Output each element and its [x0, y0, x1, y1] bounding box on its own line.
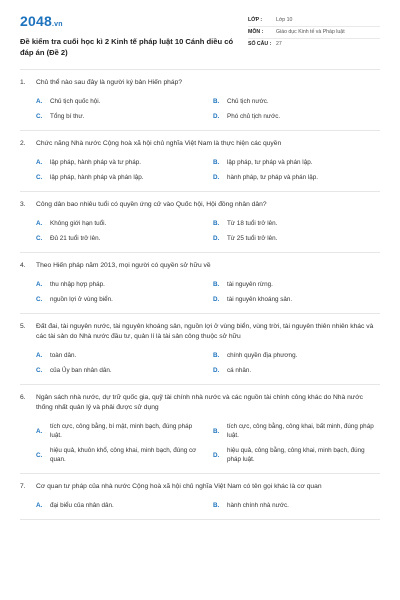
answer-option[interactable]: [36, 277, 203, 292]
option-text: Không giới hạn tuổi.: [50, 220, 107, 227]
meta-row-subject: [248, 27, 380, 39]
option-letter: B.: [213, 220, 220, 227]
question-text: [20, 139, 380, 149]
option-letter: B.: [213, 427, 220, 435]
option-text: hành pháp, tư pháp và phán lập.: [227, 174, 319, 181]
exam-header: [20, 0, 380, 70]
question-body: Chức năng Nhà nước Cộng hoà xã hội chủ nghĩa Việt Nam là thực hiện các quyền: [36, 140, 282, 147]
option-letter: B.: [213, 352, 220, 359]
answer-option[interactable]: [36, 498, 203, 513]
option-letter: D.: [213, 451, 220, 459]
option-letter: C.: [36, 174, 43, 181]
question-item: [20, 385, 380, 474]
question-text: [20, 261, 380, 271]
option-letter: D.: [213, 113, 220, 120]
question-number: 2.: [20, 140, 26, 147]
meta-value: Lớp 10: [276, 17, 293, 23]
option-text: lập pháp, tư pháp và phán lập.: [227, 159, 313, 166]
answer-option[interactable]: [36, 109, 203, 124]
answer-option[interactable]: [36, 419, 203, 443]
answer-option[interactable]: [213, 216, 380, 231]
site-logo[interactable]: [20, 14, 245, 32]
option-text: lập pháp, hành pháp và phán lập.: [50, 174, 144, 181]
answer-option[interactable]: [213, 155, 380, 170]
option-letter: D.: [213, 174, 220, 181]
answer-option[interactable]: [36, 155, 203, 170]
logo-text: 2048: [20, 13, 52, 29]
option-letter: B.: [213, 98, 220, 105]
option-text: thu nhập hợp pháp.: [50, 281, 105, 288]
answer-option[interactable]: [213, 109, 380, 124]
question-text: [20, 393, 380, 413]
meta-label: MÔN :: [248, 29, 264, 35]
option-text: Từ 25 tuổi trở lên.: [227, 235, 278, 242]
option-letter: C.: [36, 296, 43, 303]
option-text: Chủ tịch nước.: [227, 98, 269, 105]
answer-option[interactable]: [213, 277, 380, 292]
question-number: 6.: [20, 394, 26, 401]
question-list: [20, 70, 380, 520]
option-text: tài nguyên khoáng sản.: [227, 296, 293, 303]
answer-option[interactable]: [36, 94, 203, 109]
answer-option[interactable]: [36, 443, 203, 467]
answer-options: [20, 277, 380, 307]
answer-options: [20, 155, 380, 185]
meta-panel: [248, 15, 380, 69]
option-letter: C.: [36, 451, 43, 459]
meta-value: 27: [276, 41, 282, 47]
option-letter: A.: [36, 220, 43, 227]
answer-option[interactable]: [36, 170, 203, 185]
answer-option[interactable]: [213, 231, 380, 246]
answer-options: [20, 419, 380, 467]
question-item: [20, 192, 380, 253]
option-letter: A.: [36, 427, 43, 435]
question-body: Cơ quan tư pháp của nhà nước Cộng hoà xã hội chủ nghĩa Việt Nam có tên gọi khác là cơ quan: [36, 483, 322, 490]
question-body: Ngân sách nhà nước, dự trữ quốc gia, quỹ tài chính nhà nước và các nguồn tài chính công khác do Nhà nước thống nhất quản lý và phải được sử dụng: [36, 394, 364, 411]
option-text: của Ủy ban nhân dân.: [50, 367, 112, 374]
question-number: 7.: [20, 483, 26, 490]
option-text: hiệu quả, công bằng, công khai, minh bạch, đúng pháp luật.: [227, 447, 365, 463]
question-item: [20, 253, 380, 314]
question-number: 4.: [20, 262, 26, 269]
question-item: [20, 474, 380, 520]
answer-option[interactable]: [213, 94, 380, 109]
meta-row-grade: [248, 15, 380, 27]
question-text: [20, 200, 380, 210]
question-text: [20, 78, 380, 88]
option-text: đại biểu của nhân dân.: [50, 502, 114, 509]
answer-option[interactable]: [213, 348, 380, 363]
question-item: [20, 314, 380, 385]
answer-option[interactable]: [213, 363, 380, 378]
option-letter: C.: [36, 367, 43, 374]
question-number: 5.: [20, 323, 26, 330]
logo-suffix: .vn: [51, 21, 63, 28]
question-item: [20, 131, 380, 192]
answer-options: [20, 498, 380, 513]
option-letter: D.: [213, 296, 220, 303]
answer-option[interactable]: [213, 170, 380, 185]
answer-option[interactable]: [213, 419, 380, 443]
question-body: Công dân bao nhiêu tuổi có quyền ứng cử vào Quốc hội, Hội đồng nhân dân?: [36, 201, 267, 208]
answer-option[interactable]: [36, 216, 203, 231]
option-letter: C.: [36, 113, 43, 120]
question-text: [20, 482, 380, 492]
option-text: tài nguyên rừng.: [227, 281, 273, 288]
option-letter: A.: [36, 159, 43, 166]
answer-option[interactable]: [36, 348, 203, 363]
option-letter: C.: [36, 235, 43, 242]
question-item: [20, 70, 380, 131]
option-text: tích cực, công bằng, bí mật, minh bạch, đúng pháp luật.: [50, 423, 193, 439]
option-text: toàn dân.: [50, 352, 77, 359]
meta-value: Giáo dục Kinh tế và Pháp luật: [276, 29, 345, 35]
option-letter: D.: [213, 367, 220, 374]
option-letter: A.: [36, 98, 43, 105]
answer-option[interactable]: [213, 498, 380, 513]
option-letter: B.: [213, 281, 220, 288]
option-text: tích cực, công bằng, công khai, bất minh, đúng pháp luật.: [227, 423, 374, 439]
option-letter: D.: [213, 235, 220, 242]
question-body: Chủ thể nào sau đây là người ký bản Hiến pháp?: [36, 79, 183, 86]
option-text: Từ 18 tuổi trở lên.: [227, 220, 278, 227]
answer-options: [20, 94, 380, 124]
answer-option[interactable]: [213, 292, 380, 307]
answer-options: [20, 348, 380, 378]
answer-option[interactable]: [36, 231, 203, 246]
option-text: nguồn lợi ở vùng biển.: [50, 296, 113, 303]
option-text: chính quyền địa phương.: [227, 352, 298, 359]
option-text: cá nhân.: [227, 367, 252, 374]
answer-option[interactable]: [36, 292, 203, 307]
question-number: 3.: [20, 201, 26, 208]
option-text: hiệu quả, khuôn khổ, công khai, minh bạch, đúng cơ quan.: [50, 447, 197, 463]
question-body: Theo Hiến pháp năm 2013, mọi người có quyền sở hữu về: [36, 262, 211, 269]
option-letter: B.: [213, 159, 220, 166]
header-left: [20, 14, 245, 69]
answer-options: [20, 216, 380, 246]
option-text: hành chính nhà nước.: [227, 502, 289, 509]
answer-option[interactable]: [213, 443, 380, 467]
option-letter: A.: [36, 352, 43, 359]
question-number: 1.: [20, 79, 26, 86]
option-text: Đủ 21 tuổi trở lên.: [50, 235, 101, 242]
meta-label: LỚP :: [248, 17, 263, 23]
option-letter: A.: [36, 281, 43, 288]
meta-label: SỐ CÂU :: [248, 41, 272, 47]
question-body: Đất đai, tài nguyên nước, tài nguyên khoáng sản, nguồn lợi ở vùng biển, vùng trời, tài nguyên thiên nhiên khác và các tài sản do Nhà nước đầu tư, quản lí là tài sản công thuộc sở hữu: [36, 323, 374, 340]
option-letter: A.: [36, 502, 43, 509]
option-text: Chủ tịch quốc hội.: [50, 98, 101, 105]
option-text: Phó chủ tịch nước.: [227, 113, 281, 120]
answer-option[interactable]: [36, 363, 203, 378]
option-text: lập pháp, hành pháp và tư pháp.: [50, 159, 142, 166]
question-text: [20, 322, 380, 342]
doc-title: Đề kiểm tra cuối học kì 2 Kinh tế pháp luật 10 Cánh diều có đáp án (Đề 2): [20, 37, 234, 57]
option-letter: B.: [213, 502, 220, 509]
option-text: Tổng bí thư.: [50, 113, 85, 120]
meta-row-count: [248, 39, 380, 50]
